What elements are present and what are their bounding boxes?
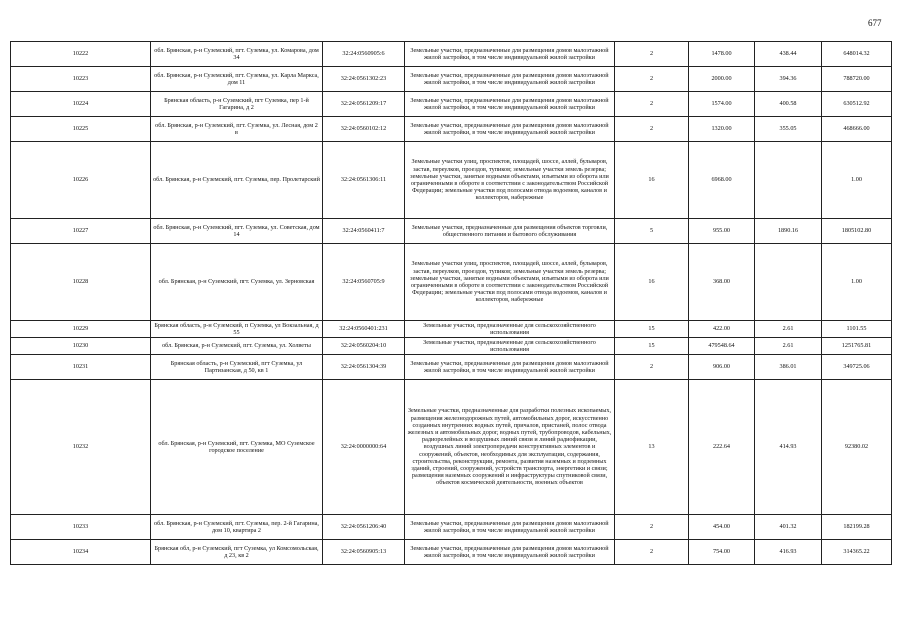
- land-use-description: Земельные участки, предназначенные для размещения домов малоэтажной жилой застройки, в том числе индивидуальной жилой застройки: [405, 42, 615, 67]
- row-number: 10231: [11, 355, 151, 380]
- area-value: 1574.00: [689, 92, 755, 117]
- area-value: 222.64: [689, 380, 755, 515]
- cadastral-number: 32:24:0560411:7: [323, 219, 405, 244]
- area-value: 754.00: [689, 540, 755, 565]
- land-use-description: Земельные участки, предназначенные для размещения домов малоэтажной жилой застройки, в том числе индивидуальной жилой застройки: [405, 355, 615, 380]
- table-row: [11, 42, 892, 67]
- address-cell: обл. Брянская, р-н Суземский, пгт. Суземка, пер. 2-й Гагарина, дом 10, квартира 2: [151, 515, 323, 540]
- area-value: 422.00: [689, 321, 755, 338]
- specific-value: 416.93: [755, 540, 822, 565]
- use-group: 2: [615, 355, 689, 380]
- table-row: [11, 244, 892, 321]
- address-cell: Брянская обл, р-н Суземский, пгт Суземка, ул Комсомольская, д 23, кв 2: [151, 540, 323, 565]
- row-number: 10225: [11, 117, 151, 142]
- page-number: 677: [868, 18, 882, 28]
- use-group: 2: [615, 515, 689, 540]
- cadastral-value: 1.00: [822, 142, 892, 219]
- cadastral-value: 92380.02: [822, 380, 892, 515]
- land-use-description: Земельные участки, предназначенные для разработки полезных ископаемых, размещения железнодорожных путей, автомобильных дорог, искусственно созданных внутренних водных путей, причалов, пристаней, полос отвода железных и автомобильных дорог, водных путей, трубопроводов, кабельных, радиорелейных и воздушных линий связи и линий радиофикации, воздушных линий электропередачи конструктивных элементов и сооружений, объектов, необходимых для эксплуатации, содержания, строительства, реконструкции, ремонта, развития наземных и подземных зданий, строений, сооружений, устройств транспорта, энергетики и связи; размещения наземных сооружений и инфраструктуры спутниковой связи, объектов космической деятельности, военных объектов: [405, 380, 615, 515]
- use-group: 13: [615, 380, 689, 515]
- cadastral-value: 349725.06: [822, 355, 892, 380]
- table-row: [11, 92, 892, 117]
- table-row: [11, 380, 892, 515]
- row-number: 10229: [11, 321, 151, 338]
- cadastral-value: 630512.92: [822, 92, 892, 117]
- address-cell: обл. Брянская, р-н Суземский, пгт. Суземка, ул. Советская, дом 14: [151, 219, 323, 244]
- specific-value: 394.36: [755, 67, 822, 92]
- address-cell: обл. Брянская, р-н Суземский, пгт. Суземка, ул. Лесная, дом 2 в: [151, 117, 323, 142]
- use-group: 16: [615, 244, 689, 321]
- cadastral-number: 32:24:0560705:9: [323, 244, 405, 321]
- area-value: 2000.00: [689, 67, 755, 92]
- cadastral-value: 788720.00: [822, 67, 892, 92]
- cadastral-value: 468666.00: [822, 117, 892, 142]
- cadastral-number: 32:24:0560905:13: [323, 540, 405, 565]
- cadastral-value: 1251765.81: [822, 338, 892, 355]
- address-cell: обл. Брянская, р-н Суземский, пгт. Суземка, ул. Холветы: [151, 338, 323, 355]
- land-use-description: Земельные участки, предназначенные для сельскохозяйственного использования: [405, 321, 615, 338]
- land-use-description: Земельные участки, предназначенные для размещения домов малоэтажной жилой застройки, в том числе индивидуальной жилой застройки: [405, 540, 615, 565]
- use-group: 2: [615, 540, 689, 565]
- row-number: 10226: [11, 142, 151, 219]
- address-cell: обл. Брянская, р-н Суземский, пгт. Суземка, МО Суземское городское поселение: [151, 380, 323, 515]
- cadastral-value: 1.00: [822, 244, 892, 321]
- land-use-description: Земельные участки, предназначенные для размещения домов малоэтажной жилой застройки, в том числе индивидуальной жилой застройки: [405, 92, 615, 117]
- cadastral-value: 182199.28: [822, 515, 892, 540]
- land-use-description: Земельные участки улиц, проспектов, площадей, шоссе, аллей, бульваров, застав, переулков, проездов, тупиков; земельные участки земель резерва; земельные участки, занятые водными объектами, изъятыми из оборота или ограниченными в обороте в соответствии с законодательством Российской Федерации; земельные участки под полосами отвода водоемов, каналов и коллекторов, набережные: [405, 244, 615, 321]
- specific-value: 2.61: [755, 321, 822, 338]
- row-number: 10222: [11, 42, 151, 67]
- cadastral-number: 32:24:0561304:39: [323, 355, 405, 380]
- specific-value: 2.61: [755, 338, 822, 355]
- cadastral-number: 32:24:0560401:231: [323, 321, 405, 338]
- cadastral-number: 32:24:0561206:40: [323, 515, 405, 540]
- table-row: [11, 117, 892, 142]
- specific-value: 400.58: [755, 92, 822, 117]
- table-row: [11, 355, 892, 380]
- specific-value: [755, 244, 822, 321]
- use-group: 2: [615, 67, 689, 92]
- cadastral-number: 32:24:0561302:23: [323, 67, 405, 92]
- table-row: [11, 338, 892, 355]
- area-value: 6968.00: [689, 142, 755, 219]
- use-group: 15: [615, 338, 689, 355]
- address-cell: обл. Брянская, р-н Суземский, пгт. Суземка, ул. Зерновская: [151, 244, 323, 321]
- row-number: 10223: [11, 67, 151, 92]
- use-group: 2: [615, 92, 689, 117]
- area-value: 454.00: [689, 515, 755, 540]
- cadastral-number: 32:24:0561306:11: [323, 142, 405, 219]
- address-cell: Брянская область, р-н Суземский, п Суземка, ул Вокзальная, д 55: [151, 321, 323, 338]
- table-row: [11, 321, 892, 338]
- use-group: 5: [615, 219, 689, 244]
- cadastral-number: 32:24:0560204:10: [323, 338, 405, 355]
- address-cell: обл. Брянская, р-н Суземский, пгт. Суземка, пер. Пролетарский: [151, 142, 323, 219]
- use-group: 16: [615, 142, 689, 219]
- address-cell: Брянская область, р-н Суземский, пгт Суземка, ул Партизанская, д 50, кв 1: [151, 355, 323, 380]
- table-row: [11, 67, 892, 92]
- cadastral-value: 648014.32: [822, 42, 892, 67]
- land-registry-table: [10, 41, 892, 565]
- specific-value: 386.01: [755, 355, 822, 380]
- area-value: 955.00: [689, 219, 755, 244]
- specific-value: 355.05: [755, 117, 822, 142]
- address-cell: обл. Брянская, р-н Суземский, пгт. Суземка, ул. Комарова, дом 34: [151, 42, 323, 67]
- row-number: 10230: [11, 338, 151, 355]
- row-number: 10234: [11, 540, 151, 565]
- land-use-description: Земельные участки, предназначенные для размещения домов малоэтажной жилой застройки, в том числе индивидуальной жилой застройки: [405, 515, 615, 540]
- specific-value: 401.32: [755, 515, 822, 540]
- specific-value: 1890.16: [755, 219, 822, 244]
- cadastral-value: 1805102.80: [822, 219, 892, 244]
- row-number: 10233: [11, 515, 151, 540]
- area-value: 1320.00: [689, 117, 755, 142]
- area-value: 479548.64: [689, 338, 755, 355]
- use-group: 15: [615, 321, 689, 338]
- address-cell: обл. Брянская, р-н Суземский, пгт. Суземка, ул. Карла Маркса, дом 11: [151, 67, 323, 92]
- area-value: 368.00: [689, 244, 755, 321]
- row-number: 10228: [11, 244, 151, 321]
- specific-value: 438.44: [755, 42, 822, 67]
- row-number: 10224: [11, 92, 151, 117]
- address-cell: Брянская область, р-н Суземский, пгт Суземка, пер 1-й Гагарина, д 2: [151, 92, 323, 117]
- land-use-description: Земельные участки улиц, проспектов, площадей, шоссе, аллей, бульваров, застав, переулков, проездов, тупиков; земельные участки земель резерва; земельные участки, занятые водными объектами, изъятыми из оборота или ограниченными в обороте в соответствии с законодательством Российской Федерации; земельные участки под полосами отвода водоемов, каналов и коллекторов, набережные: [405, 142, 615, 219]
- cadastral-number: 32:24:0000000:64: [323, 380, 405, 515]
- land-use-description: Земельные участки, предназначенные для размещения объектов торговли, общественного питания и бытового обслуживания: [405, 219, 615, 244]
- use-group: 2: [615, 117, 689, 142]
- specific-value: [755, 142, 822, 219]
- specific-value: 414.93: [755, 380, 822, 515]
- cadastral-number: 32:24:0561209:17: [323, 92, 405, 117]
- table-row: [11, 219, 892, 244]
- land-use-description: Земельные участки, предназначенные для размещения домов малоэтажной жилой застройки, в том числе индивидуальной жилой застройки: [405, 67, 615, 92]
- cadastral-value: 1101.55: [822, 321, 892, 338]
- use-group: 2: [615, 42, 689, 67]
- row-number: 10227: [11, 219, 151, 244]
- land-use-description: Земельные участки, предназначенные для размещения домов малоэтажной жилой застройки, в том числе индивидуальной жилой застройки: [405, 117, 615, 142]
- table-row: [11, 515, 892, 540]
- cadastral-value: 314365.22: [822, 540, 892, 565]
- cadastral-number: 32:24:0560102:12: [323, 117, 405, 142]
- row-number: 10232: [11, 380, 151, 515]
- cadastral-number: 32:24:0560905:6: [323, 42, 405, 67]
- land-use-description: Земельные участки, предназначенные для сельскохозяйственного использования: [405, 338, 615, 355]
- area-value: 1478.00: [689, 42, 755, 67]
- table-row: [11, 142, 892, 219]
- area-value: 906.00: [689, 355, 755, 380]
- table-row: [11, 540, 892, 565]
